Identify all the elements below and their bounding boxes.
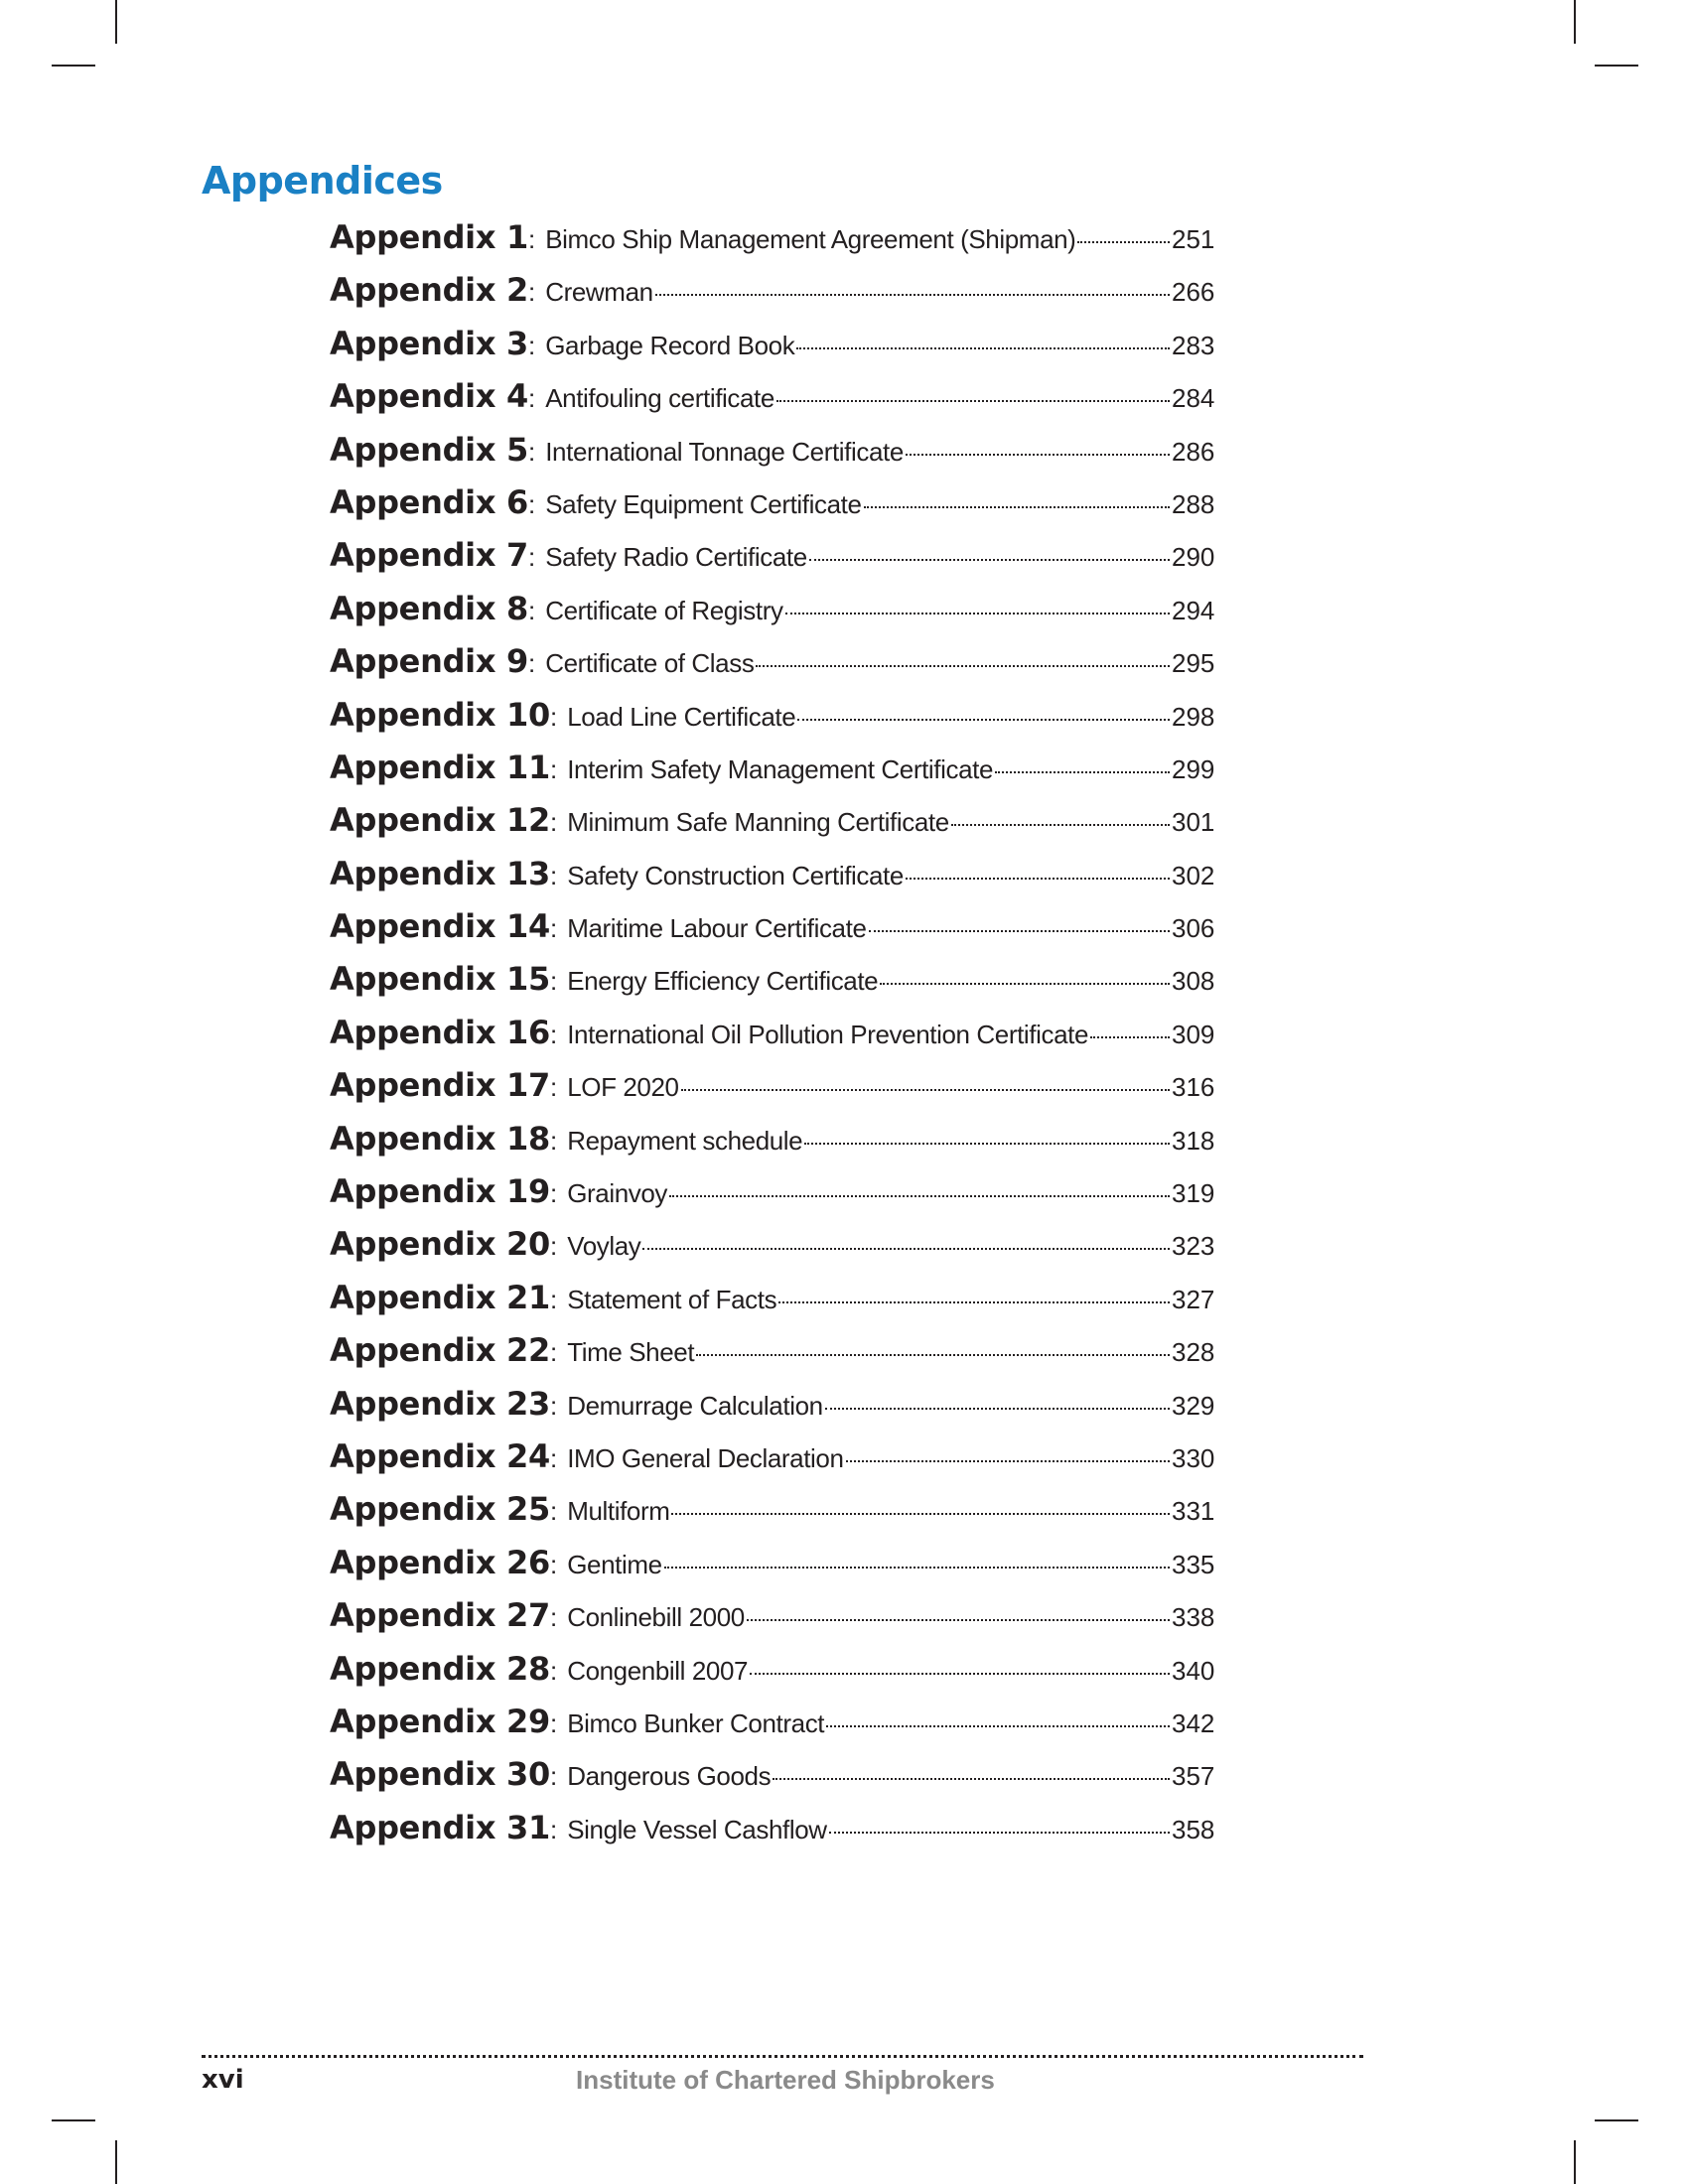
toc-entry-separator: : <box>549 1337 558 1368</box>
crop-mark <box>1595 2119 1638 2121</box>
toc-entry-title: Interim Safety Management Certificate <box>567 753 994 784</box>
toc-entry-page: 358 <box>1172 1814 1215 1844</box>
toc-dot-leader <box>776 400 1170 402</box>
toc-entry[interactable] <box>330 1385 1223 1437</box>
toc-entry[interactable] <box>330 960 1223 1013</box>
toc-entry-title: International Oil Pollution Prevention Certificate <box>567 1019 1089 1049</box>
toc-entry[interactable] <box>330 1331 1223 1384</box>
toc-entry-label: Appendix 29 <box>330 1702 550 1740</box>
toc-entry-separator: : <box>528 648 536 679</box>
toc-entry-page: 298 <box>1172 701 1215 732</box>
toc-dot-leader <box>681 1089 1170 1091</box>
toc-entry-separator: : <box>549 1284 558 1314</box>
toc-entry-page: 299 <box>1172 753 1215 784</box>
toc-entry[interactable] <box>330 1490 1223 1543</box>
toc-entry-separator: : <box>549 966 558 997</box>
toc-entry-label: Appendix 4 <box>330 377 528 416</box>
toc-dot-leader <box>796 347 1170 349</box>
toc-entry-title: Minimum Safe Manning Certificate <box>567 807 949 838</box>
toc-entry-page: 286 <box>1172 436 1215 467</box>
toc-entry[interactable] <box>330 1703 1223 1755</box>
toc-entry[interactable] <box>330 431 1223 483</box>
toc-entry-page: 266 <box>1172 277 1215 308</box>
toc-dot-leader <box>664 1567 1170 1569</box>
toc-entry-title: Voylay <box>567 1231 641 1262</box>
toc-dot-leader <box>696 1354 1170 1356</box>
crop-mark <box>115 2140 117 2184</box>
toc-entry-separator: : <box>549 1707 558 1738</box>
toc-entry-separator: : <box>549 807 558 838</box>
toc-entry[interactable] <box>330 749 1223 801</box>
crop-mark <box>115 0 117 44</box>
toc-entry-label: Appendix 8 <box>330 589 528 627</box>
toc-entry-label: Appendix 30 <box>330 1755 550 1794</box>
toc-entry[interactable] <box>330 218 1223 271</box>
toc-entry-page: 340 <box>1172 1655 1215 1686</box>
toc-entry[interactable] <box>330 1809 1223 1861</box>
footer-divider <box>202 2055 1363 2058</box>
toc-entry[interactable] <box>330 271 1223 324</box>
toc-entry-label: Appendix 7 <box>330 536 528 575</box>
toc-dot-leader <box>778 1301 1170 1303</box>
toc-entry-title: Bimco Ship Management Agreement (Shipman) <box>545 224 1076 254</box>
toc-entry-label: Appendix 24 <box>330 1436 550 1475</box>
toc-entry-title: Safety Radio Certificate <box>545 542 807 573</box>
toc-entry[interactable] <box>330 325 1223 377</box>
toc-entry[interactable] <box>330 1755 1223 1808</box>
toc-entry-page: 316 <box>1172 1072 1215 1103</box>
toc-entry-page: 309 <box>1172 1019 1215 1049</box>
toc-entry-title: Energy Efficiency Certificate <box>567 966 879 997</box>
toc-entry-title: Repayment schedule <box>567 1125 803 1156</box>
toc-entry-separator: : <box>549 1442 558 1473</box>
toc-entry-label: Appendix 19 <box>330 1172 550 1211</box>
toc-dot-leader <box>825 1408 1170 1410</box>
toc-entry-label: Appendix 11 <box>330 748 550 786</box>
toc-entry-label: Appendix 22 <box>330 1331 550 1370</box>
toc-entry-label: Appendix 17 <box>330 1066 550 1105</box>
toc-entry-label: Appendix 31 <box>330 1808 550 1846</box>
toc-entry-separator: : <box>528 542 536 573</box>
toc-entry-separator: : <box>549 1231 558 1262</box>
toc-entry[interactable] <box>330 1172 1223 1225</box>
toc-entry-label: Appendix 23 <box>330 1384 550 1423</box>
toc-entry[interactable] <box>330 1437 1223 1490</box>
toc-entry-separator: : <box>528 330 536 360</box>
toc-dot-leader <box>671 1513 1170 1515</box>
toc-entry-page: 327 <box>1172 1284 1215 1314</box>
toc-entry-label: Appendix 9 <box>330 642 528 681</box>
toc-entry[interactable] <box>330 642 1223 695</box>
toc-entry-title: Safety Equipment Certificate <box>545 488 862 519</box>
toc-entry-separator: : <box>528 595 536 625</box>
toc-entry-separator: : <box>528 383 536 414</box>
toc-entry-separator: : <box>549 1761 558 1792</box>
toc-entry-separator: : <box>549 860 558 890</box>
toc-entry-separator: : <box>549 1549 558 1579</box>
toc-dot-leader <box>826 1725 1170 1727</box>
toc-entry-title: Maritime Labour Certificate <box>567 913 867 944</box>
toc-dot-leader <box>951 824 1170 826</box>
toc-entry-title: Statement of Facts <box>567 1284 777 1314</box>
toc-dot-leader <box>906 454 1170 456</box>
toc-entry[interactable] <box>330 590 1223 642</box>
toc-entry[interactable] <box>330 1014 1223 1066</box>
toc-dot-leader <box>829 1832 1170 1834</box>
toc-dot-leader <box>655 294 1170 296</box>
toc-entry-page: 283 <box>1172 330 1215 360</box>
toc-entry-title: Garbage Record Book <box>545 330 795 360</box>
publisher-name: Institute of Chartered Shipbrokers <box>576 2065 995 2095</box>
toc-entry-page: 357 <box>1172 1761 1215 1792</box>
toc-entry-title: Crewman <box>545 277 653 308</box>
toc-entry-separator: : <box>549 1655 558 1686</box>
toc-entry[interactable] <box>330 1066 1223 1119</box>
toc-entry-title: Multiform <box>567 1496 670 1527</box>
toc-dot-leader <box>1090 1036 1170 1038</box>
toc-dot-leader <box>669 1195 1170 1197</box>
toc-dot-leader <box>906 878 1170 880</box>
toc-dot-leader <box>869 930 1170 932</box>
toc-dot-leader <box>797 719 1170 721</box>
toc-entry-label: Appendix 2 <box>330 271 528 310</box>
toc-entry-page: 329 <box>1172 1390 1215 1421</box>
toc-entry-separator: : <box>549 753 558 784</box>
toc-entry-label: Appendix 18 <box>330 1119 550 1158</box>
toc-entry-title: Grainvoy <box>567 1178 668 1209</box>
toc-entry-label: Appendix 27 <box>330 1596 550 1635</box>
toc-entry-separator: : <box>549 701 558 732</box>
toc-entry-label: Appendix 28 <box>330 1649 550 1688</box>
toc-dot-leader <box>785 613 1170 614</box>
toc-entry-page: 295 <box>1172 648 1215 679</box>
toc-entry-title: Load Line Certificate <box>567 701 796 732</box>
toc-entry-title: Antifouling certificate <box>545 383 774 414</box>
toc-entry-label: Appendix 21 <box>330 1278 550 1316</box>
toc-entry[interactable] <box>330 801 1223 854</box>
toc-entry-page: 306 <box>1172 913 1215 944</box>
toc-entry-separator: : <box>549 1072 558 1103</box>
toc-entry-title: IMO General Declaration <box>567 1442 844 1473</box>
toc-entry[interactable] <box>330 1544 1223 1596</box>
toc-entry[interactable] <box>330 377 1223 430</box>
toc-dot-leader <box>864 506 1170 508</box>
toc-entry-separator: : <box>549 1019 558 1049</box>
toc-entry-title: International Tonnage Certificate <box>545 436 904 467</box>
toc-entry-separator: : <box>549 913 558 944</box>
toc-entry-label: Appendix 26 <box>330 1543 550 1581</box>
toc-entry-page: 251 <box>1172 224 1215 254</box>
toc-entry-title: Single Vessel Cashflow <box>567 1814 827 1844</box>
table-of-contents <box>330 218 1223 1861</box>
toc-entry-label: Appendix 5 <box>330 430 528 469</box>
toc-entry-separator: : <box>549 1602 558 1633</box>
toc-entry-page: 318 <box>1172 1125 1215 1156</box>
toc-entry-page: 288 <box>1172 488 1215 519</box>
toc-entry-label: Appendix 16 <box>330 1013 550 1051</box>
toc-entry[interactable] <box>330 855 1223 907</box>
crop-mark <box>1574 0 1576 44</box>
toc-dot-leader <box>804 1143 1170 1145</box>
toc-entry-page: 284 <box>1172 383 1215 414</box>
toc-entry-page: 331 <box>1172 1496 1215 1527</box>
toc-entry-page: 319 <box>1172 1178 1215 1209</box>
toc-dot-leader <box>642 1248 1170 1250</box>
toc-entry-page: 342 <box>1172 1707 1215 1738</box>
page-number: xvi <box>202 2065 244 2095</box>
crop-mark <box>52 65 95 67</box>
toc-entry-page: 302 <box>1172 860 1215 890</box>
toc-dot-leader <box>809 559 1170 561</box>
toc-entry-title: Dangerous Goods <box>567 1761 772 1792</box>
toc-entry-label: Appendix 6 <box>330 482 528 521</box>
toc-entry-title: Certificate of Registry <box>545 595 783 625</box>
toc-entry[interactable] <box>330 907 1223 960</box>
toc-entry-separator: : <box>528 436 536 467</box>
toc-entry-label: Appendix 3 <box>330 324 528 362</box>
toc-dot-leader <box>1077 241 1170 243</box>
toc-entry-page: 330 <box>1172 1442 1215 1473</box>
toc-entry-separator: : <box>549 1390 558 1421</box>
toc-dot-leader <box>846 1460 1170 1462</box>
toc-dot-leader <box>750 1673 1170 1675</box>
toc-entry-label: Appendix 20 <box>330 1225 550 1264</box>
toc-entry-label: Appendix 25 <box>330 1490 550 1529</box>
toc-dot-leader <box>995 771 1170 773</box>
crop-mark <box>52 2119 95 2121</box>
toc-entry-title: Gentime <box>567 1549 662 1579</box>
toc-entry-separator: : <box>549 1496 558 1527</box>
toc-dot-leader <box>880 983 1170 985</box>
toc-entry-page: 338 <box>1172 1602 1215 1633</box>
toc-entry-label: Appendix 1 <box>330 218 528 256</box>
toc-entry-separator: : <box>528 277 536 308</box>
toc-entry[interactable] <box>330 483 1223 536</box>
toc-entry-title: Safety Construction Certificate <box>567 860 904 890</box>
toc-entry-title: LOF 2020 <box>567 1072 679 1103</box>
toc-entry-label: Appendix 14 <box>330 907 550 946</box>
toc-entry-page: 290 <box>1172 542 1215 573</box>
toc-dot-leader <box>773 1778 1170 1780</box>
toc-entry-title: Congenbill 2007 <box>567 1655 749 1686</box>
toc-entry-page: 301 <box>1172 807 1215 838</box>
toc-entry-page: 335 <box>1172 1549 1215 1579</box>
toc-entry-label: Appendix 15 <box>330 960 550 999</box>
toc-dot-leader <box>756 665 1170 667</box>
toc-entry-label: Appendix 12 <box>330 801 550 840</box>
toc-entry-label: Appendix 10 <box>330 695 550 734</box>
toc-entry-page: 323 <box>1172 1231 1215 1262</box>
toc-entry-separator: : <box>549 1178 558 1209</box>
toc-entry-label: Appendix 13 <box>330 854 550 892</box>
toc-entry[interactable] <box>330 1279 1223 1331</box>
crop-mark <box>1595 65 1638 67</box>
toc-entry[interactable] <box>330 1225 1223 1278</box>
page-heading: Appendices <box>202 159 443 203</box>
toc-entry[interactable] <box>330 1650 1223 1703</box>
toc-entry-title: Demurrage Calculation <box>567 1390 823 1421</box>
toc-entry-page: 328 <box>1172 1337 1215 1368</box>
toc-entry-separator: : <box>549 1125 558 1156</box>
toc-entry-separator: : <box>528 488 536 519</box>
toc-entry-separator: : <box>549 1814 558 1844</box>
toc-entry-title: Conlinebill 2000 <box>567 1602 745 1633</box>
toc-entry-title: Certificate of Class <box>545 648 755 679</box>
toc-entry[interactable] <box>330 536 1223 589</box>
toc-entry-title: Time Sheet <box>567 1337 695 1368</box>
toc-entry-separator: : <box>528 224 536 254</box>
toc-entry[interactable] <box>330 1596 1223 1649</box>
toc-entry-title: Bimco Bunker Contract <box>567 1707 825 1738</box>
crop-mark <box>1574 2140 1576 2184</box>
toc-entry[interactable] <box>330 696 1223 749</box>
toc-dot-leader <box>747 1619 1170 1621</box>
toc-entry-page: 294 <box>1172 595 1215 625</box>
toc-entry[interactable] <box>330 1120 1223 1172</box>
toc-entry-page: 308 <box>1172 966 1215 997</box>
